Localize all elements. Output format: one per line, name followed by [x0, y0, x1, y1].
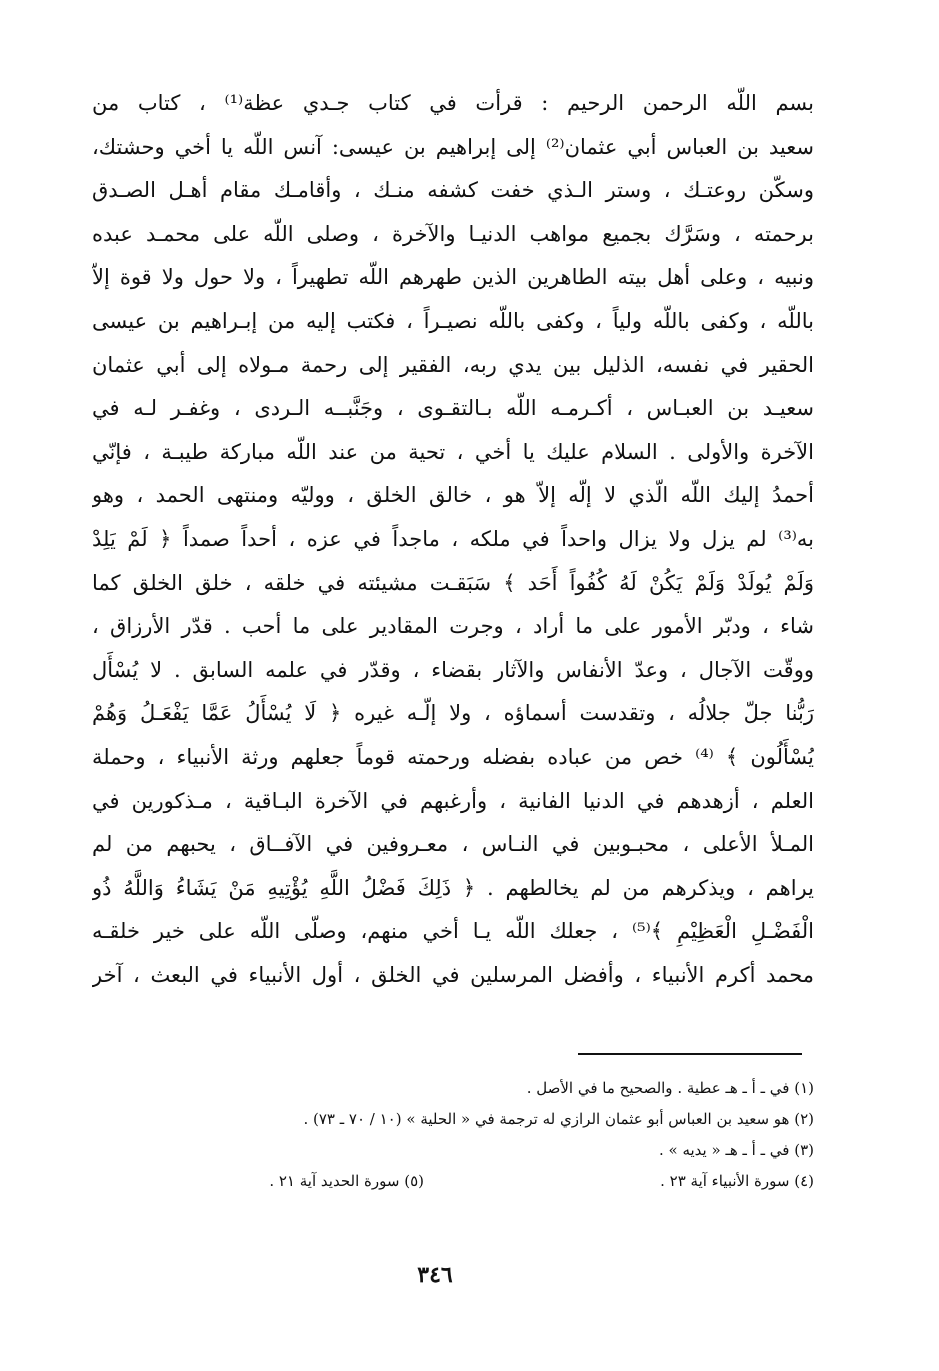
footnote-row — [110, 1166, 814, 1197]
text-line: وَلَمْ يُولَدْ وَلَمْ يَكُنْ لَهُ كُفُواً أَحَد ﴾ سَبَقـت مشيئته في خلقه ، خلق الخلق كما — [92, 570, 814, 595]
text-line: يُسْأَلُون ﴾ ⁽⁴⁾ خص من عباده بفضله ورحمته قوماً جعلهم ورثة الأنبياء ، وحملة — [92, 744, 814, 769]
text-line: شاء ، ودبّر الأمور على ما أراد ، وجرت المقادير على ما أحب . قدّر الأرزاق ، — [92, 614, 814, 639]
text-line: محمد أكرم الأنبياء ، وأفضل المرسلين في الخلق ، أول الأنبياء في البعث ، آخر — [92, 962, 814, 987]
footnote-separator — [578, 1053, 802, 1055]
footnotes — [110, 1073, 814, 1197]
text-line: العلم ، أزهدهم في الدنيا الفانية ، وأرغبهم في الآخرة البـاقية ، مـذكورين في — [92, 788, 814, 813]
text-line: الْفَضْـلِ الْعَظِيْمِ ﴾⁽⁵⁾ ، جعلك اللّه يـا أخي منهم، وصلّى اللّه على خير خلقـه — [92, 919, 814, 944]
text-line: سعيد بن العباس أبي عثمان⁽²⁾ إلى إبراهيم بن عيسى: آنس اللّه يا أخي وحشتك، — [92, 134, 814, 159]
text-line: بسم اللّه الرحمن الرحيم : قرأت في كتاب جـدي عظة⁽¹⁾ ، كتاب من — [92, 91, 814, 115]
text-line: الآخرة والأولى . السلام عليك يا أخي ، تحية من عند اللّه مباركة طيبـة ، فإنّي — [92, 439, 814, 464]
footnote-4: (٤) سورة الأنبياء آية ٢٣ . — [660, 1172, 814, 1190]
text-line: الحقير في نفسه، الذليل بين يدي ربه، الفقير إلى رحمة مـولاه إلى أبي عثمان — [92, 352, 814, 377]
text-line: سعيـد بن العبـاس ، أكـرمـه اللّه بـالتقـوى ، وجَنَّبــه الـردى ، وغفـر لـه في — [92, 396, 814, 421]
text-line: برحمته ، وسَرَّك بجميع مواهب الدنيـا والآخرة ، وصلى اللّه على محمـد عبده — [92, 221, 814, 246]
text-line: ونبيه ، وعلى أهل بيته الطاهرين الذين طهرهم اللّه تطهيراً ، ولا حول ولا قوة إلاّ — [92, 265, 814, 290]
text-line: أحمدُ إليك اللّه الّذي لا إلّه إلاّ هو ، خالق الخلق ، ووليّه ومنتهى الحمد ، وهو — [92, 483, 814, 508]
text-line: رَبُّنا جلّ جلالُه ، وتقدست أسماؤه ، ولا إلّـه غيره ﴿ لَا يُسْأَلُ عَمَّا يَفْعَـلُ وَهُمْ — [92, 701, 814, 726]
footnote-2: (٢) هو سعيد بن العباس أبو عثمان الرازي له ترجمة في « الحلية » (١٠ / ٧٠ ـ ٧٣) . — [303, 1110, 814, 1128]
text-line: المـلأ الأعلى ، محبـوبين في النـاس ، معـروفين في الآفــاق ، يحبهم من لم — [92, 832, 814, 857]
text-line: ووقّت الآجال ، وعدّ الأنفاس والآثار بقضاء ، وقدّر في علمه السابق . لا يُسْأَل — [92, 657, 814, 682]
footnote-3: (٣) في ـ أ ـ هـ « يديه » . — [658, 1141, 814, 1159]
text-line: به⁽³⁾ لم يزل ولا يزال واحداً في ملكه ، ماجداً في عزه ، أحداً صمداً ﴿ لَمْ يَلِدْ — [92, 526, 814, 551]
footnote-1: (١) في ـ أ ـ هـ عطية . والصحيح ما في الأصل . — [526, 1079, 814, 1097]
main-text-block — [92, 82, 814, 997]
text-line: يراهم ، ويذكرهم من لم يخالطهم . ﴿ ذَلِكَ فَضْلُ اللَّهِ يُؤْتِيهِ مَنْ يَشَاءُ وَاللَّهُ ذُو — [92, 875, 814, 900]
page-number: ٣٤٦ — [417, 1262, 453, 1288]
text-line: باللّه ، وكفى باللّه ولياً ، وكفى باللّه نصيـراً ، فكتب إليه من إبـراهيم بن عيسى — [92, 308, 814, 333]
text-line: وسكّن روعتـك ، وستر الـذي خفت كشفه منـك ، وأقامـك مقام أهـل الصـدق — [92, 178, 814, 203]
footnote-5: (٥) سورة الحديد آية ٢١ . — [269, 1172, 424, 1190]
